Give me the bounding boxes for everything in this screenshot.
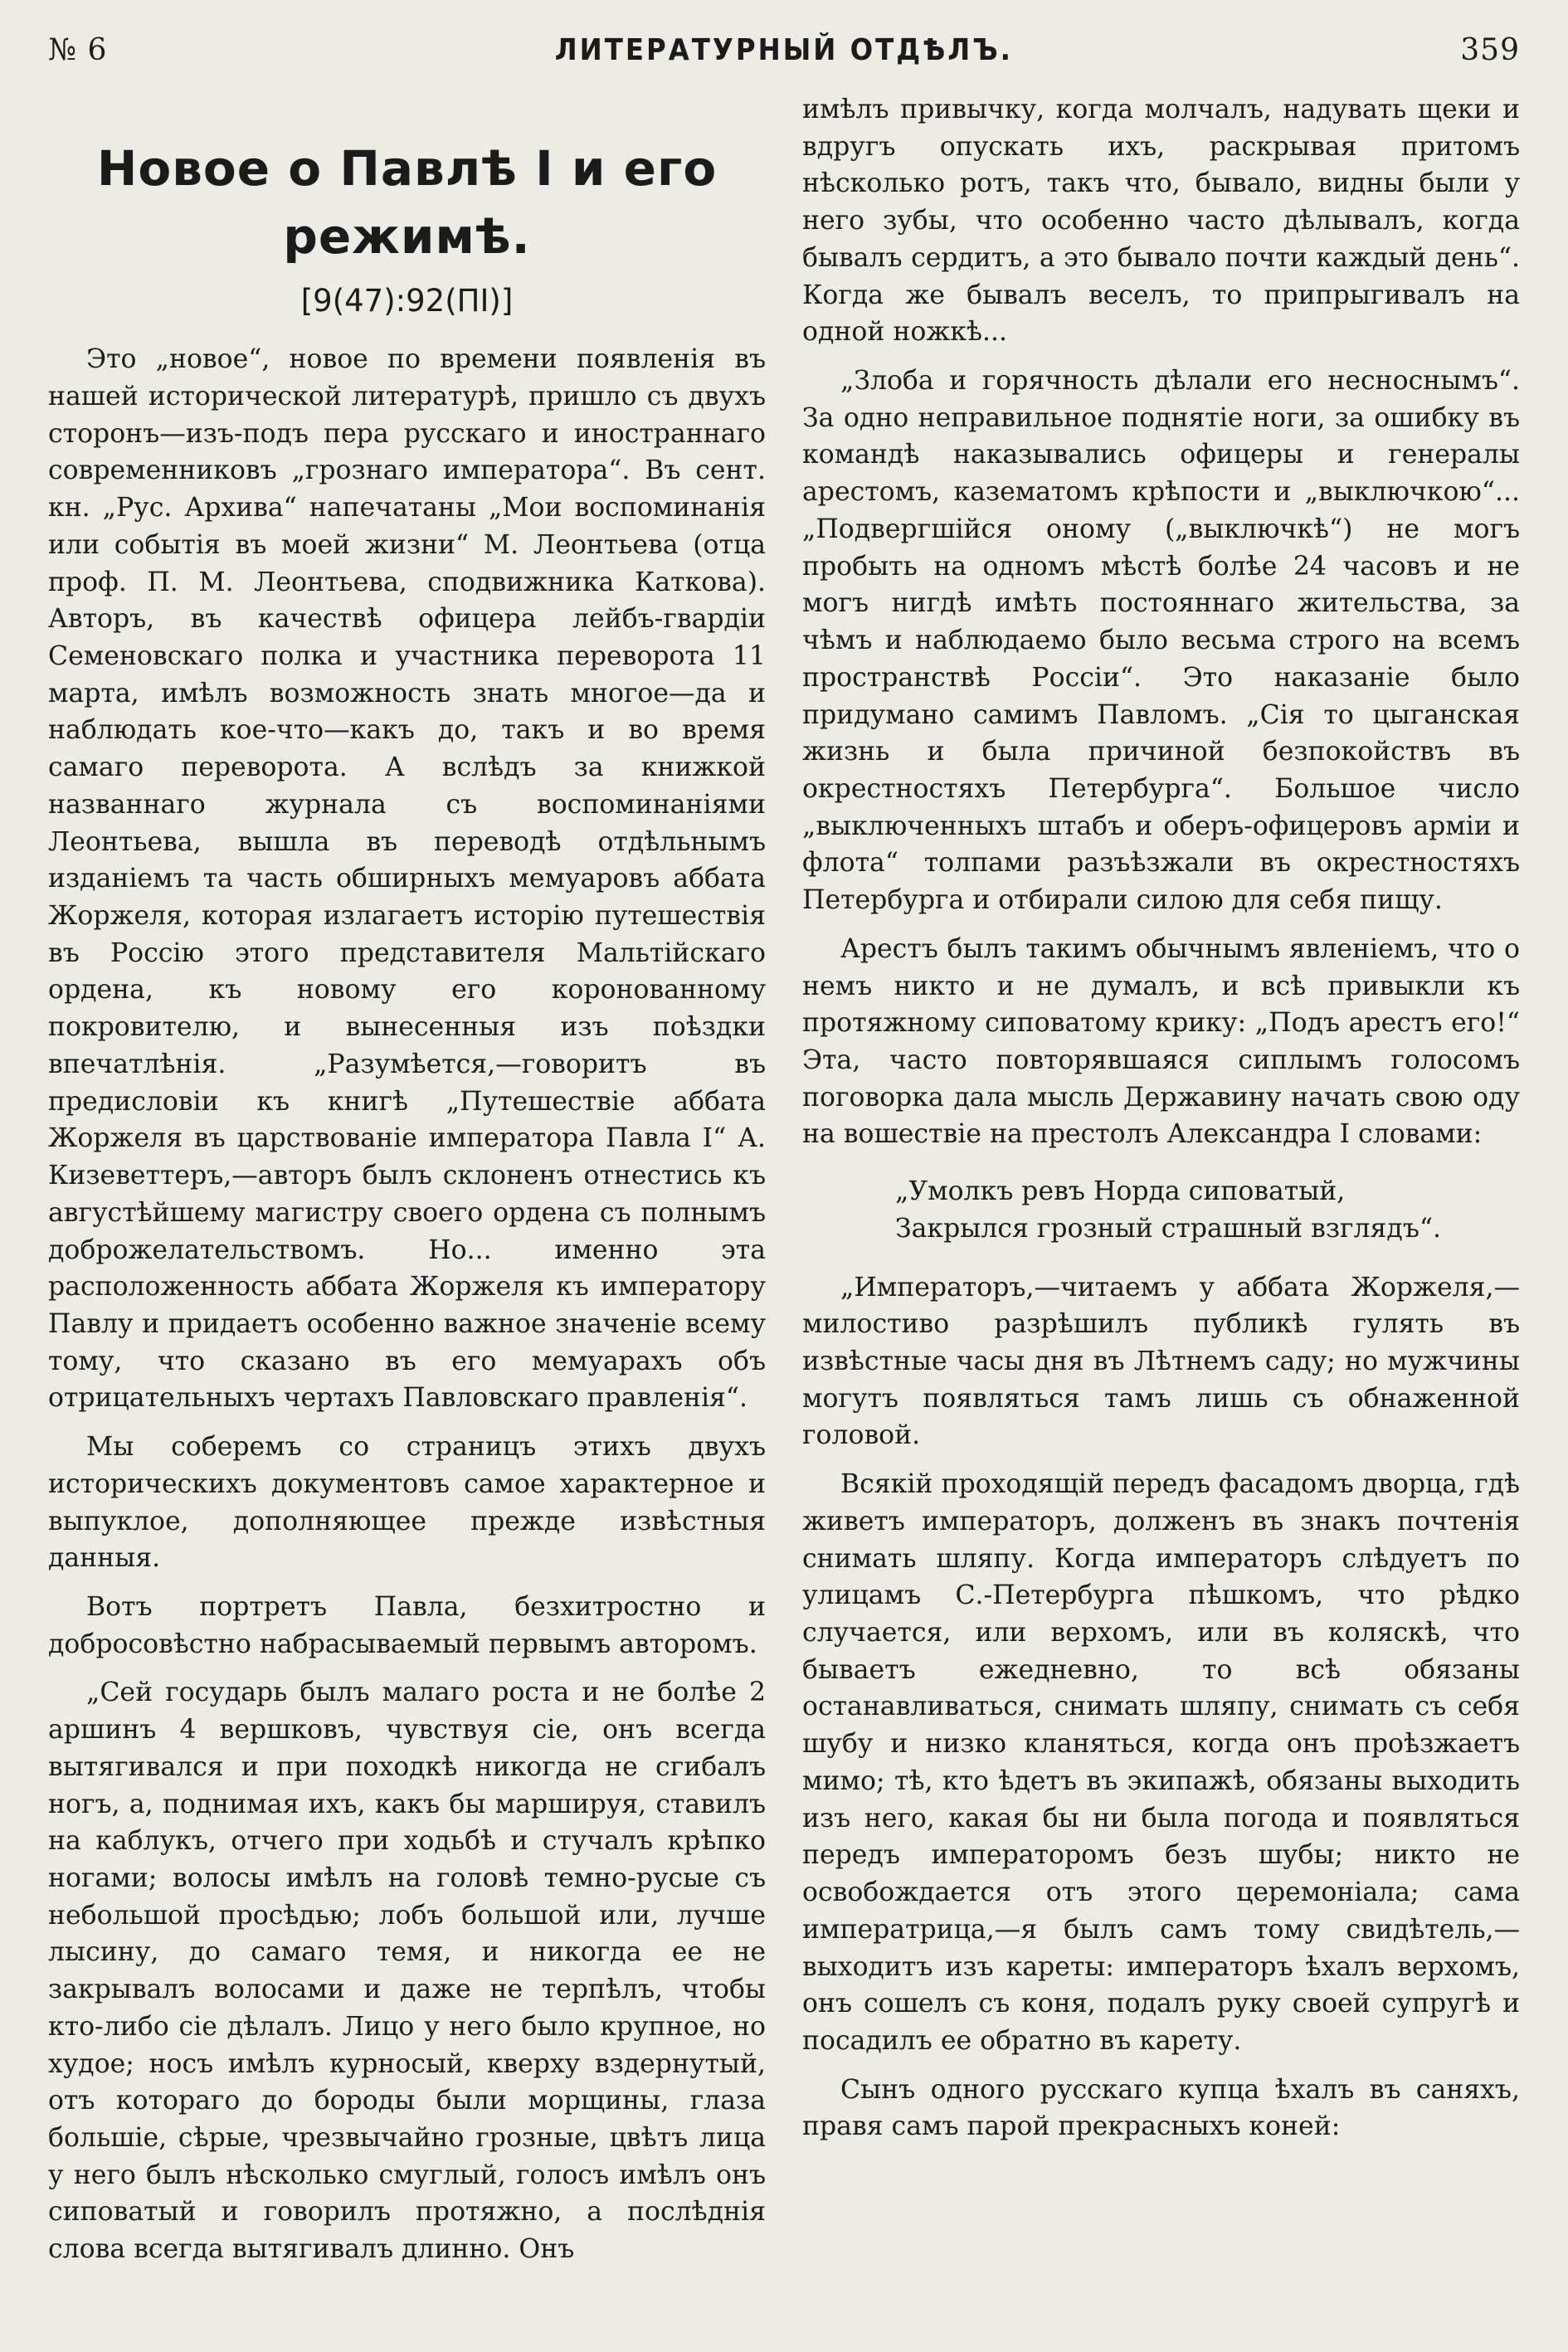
paragraph: Сынъ одного русскаго купца ѣхалъ въ саняхъ, правя самъ парой прекрасныхъ коней:: [802, 2074, 1520, 2142]
paragraph: Всякій проходящій передъ фасадомъ дворца, гдѣ живетъ императоръ, долженъ въ знакъ почтенія снимать шляпу. Когда императоръ слѣдуетъ по улицамъ С.-Петербурга пѣшкомъ, что рѣдко случается, или верхомъ, или въ коляскѣ, что бываетъ ежедневно, то всѣ обязаны останавливаться, снимать шляпу, снимать съ себя шубу и низко кланяться, когда онъ проѣзжаетъ мимо; тѣ, кто ѣдетъ въ экипажѣ, обязаны выходить изъ него, какая бы ни была погода и появляться передъ императоромъ безъ шубы; никто не освобождается отъ этого церемоніала; сама императрица,—я былъ самъ тому свидѣтель,—выходитъ изъ кареты: императоръ ѣхалъ верхомъ, онъ сошелъ съ коня, подалъ руку своей супругѣ и посадилъ ее обратно въ карету.: [802, 1469, 1520, 2056]
paragraph: Это „новое“, новое по времени появленія въ нашей исторической литературѣ, пришло съ двухъ сторонъ—изъ-подъ пера русскаго и иностраннаго современниковъ „грознаго императора“. Въ сент. кн. „Рус. Архива“ напечатаны „Мои воспоминанія или событія въ моей жизни“ М. Леонтьева (отца проф. П. М. Леонтьева, сподвижника Каткова). Авторъ, въ качествѣ офицера лейбъ-гвардіи Семеновскаго полка и участника переворота 11 марта, имѣлъ возможность знать многое—да и наблюдать кое-что—какъ до, такъ и во время самаго переворота. А вслѣдъ за книжкой названнаго журнала съ воспоминаніями Леонтьева, вышла въ переводѣ отдѣльнымъ изданіемъ та часть обширныхъ мемуаровъ аббата Жоржеля, которая излагаетъ исторію путешествія въ Россію этого представителя Мальтійскаго ордена, къ новому его коронованному покровителю, и вынесенныя изъ поѣздки впечатлѣнія. „Разумѣется,—говоритъ въ предисловіи къ книгѣ „Путешествіе аббата Жоржеля въ царствованіе императора Павла I“ А. Кизеветтеръ,—авторъ былъ склоненъ отнестись къ августѣйшему магистру своего ордена съ полнымъ доброжелательствомъ. Но... именно эта расположенность аббата Жоржеля къ императору Павлу и придаетъ особенно важное значеніе всему тому, что сказано въ его мемуарахъ объ отрицательныхъ чертахъ Павловскаго правленія“.: [48, 344, 766, 1414]
section-title: ЛИТЕРАТУРНЫЙ ОТДѢЛЪ.: [554, 33, 1013, 67]
running-header: [48, 33, 1520, 91]
article-title: Новое о Павлѣ I и его режимѣ.: [96, 140, 718, 265]
paragraph: Арестъ былъ такимъ обычнымъ явленіемъ, что о немъ никто и не думалъ, и всѣ привыкли къ протяжному сиповатому крику: „Подъ арестъ его!“ Эта, часто повторявшаяся сиплымъ голосомъ поговорка дала мысль Державину начать свою оду на вошествіе на престолъ Александра I словами:: [802, 933, 1520, 1150]
paragraph: Вотъ портретъ Павла, безхитростно и добросовѣстно набрасываемый первымъ авторомъ.: [48, 1591, 766, 1659]
paragraph: Мы соберемъ со страницъ этихъ двухъ историческихъ документовъ самое характерное и выпуклое, дополняющее прежде извѣстныя данныя.: [48, 1432, 766, 1574]
verse-line: „Умолкъ ревъ Норда сиповатый,: [895, 1176, 1346, 1207]
verse-quote: [895, 1173, 1520, 1247]
classification-code: [9(47):92(ПІ)]: [300, 282, 514, 319]
paragraph-continuation: имѣлъ привычку, когда молчалъ, надувать щеки и вдругъ опускать ихъ, раскрывая притомъ нѣсколько ротъ, такъ что, бывало, видны были у него зубы, что особенно часто дѣлывалъ, когда бывалъ сердитъ, а это бывало почти каждый день“. Когда же бывалъ веселъ, то припрыгивалъ на одной ножкѣ...: [802, 95, 1520, 348]
paragraph: „Императоръ,—читаемъ у аббата Жоржеля,—милостиво разрѣшилъ публикѣ гулять въ извѣстные часы дня въ Лѣтнемъ саду; но мужчины могутъ появляться тамъ лишь съ обнаженной головой.: [802, 1272, 1520, 1451]
left-column: [48, 91, 766, 2280]
issue-number: № 6: [48, 33, 108, 67]
right-column: [802, 91, 1520, 2280]
two-column-body: [48, 91, 1520, 2280]
paragraph: „Злоба и горячность дѣлали его несноснымъ“. За одно неправильное поднятіе ноги, за ошибку въ командѣ наказывались офицеры и генералы арестомъ, казематомъ крѣпости и „выключкою“... „Подвергшійся оному („выключкѣ“) не могъ пробыть на одномъ мѣстѣ болѣе 24 часовъ и не могъ нигдѣ имѣть постояннаго жительства, за чѣмъ и наблюдаемо было весьма строго на всемъ пространствѣ Россіи“. Это наказаніе было придумано самимъ Павломъ. „Сія то цыганская жизнь и была причиной безпокойствъ въ окрестностяхъ Петербурга“. Большое число „выключенныхъ штабъ и оберъ-офицеровъ арміи и флота“ толпами разъѣзжали въ окрестностяхъ Петербурга и отбирали силою для себя пищу.: [802, 366, 1520, 916]
verse-line: Закрылся грозный страшный взглядъ“.: [895, 1213, 1441, 1244]
paragraph: „Сей государь былъ малаго роста и не болѣе 2 аршинъ 4 вершковъ, чувствуя сіе, онъ всегда вытягивался и при походкѣ никогда не сгибалъ ногъ, а, поднимая ихъ, какъ бы маршируя, ставилъ на каблукъ, отчего при ходьбѣ и стучалъ крѣпко ногами; волосы имѣлъ на головѣ темно-русые съ небольшой просѣдью; лобъ большой или, лучше лысину, до самаго темя, и никогда ее не закрывалъ волосами и даже не терпѣлъ, чтобы кто-либо сіе дѣлалъ. Лицо у него было крупное, но худое; носъ имѣлъ курносый, кверху вздернутый, отъ котораго до бороды были морщины, глаза большіе, сѣрые, чрезвычайно грозные, цвѣтъ лица у него былъ нѣсколько смуглый, голосъ имѣлъ онъ сиповатый и говорилъ протяжно, а послѣднія слова всегда вытягивалъ длинно. Онъ: [48, 1678, 766, 2265]
page-number: 359: [1460, 33, 1520, 67]
